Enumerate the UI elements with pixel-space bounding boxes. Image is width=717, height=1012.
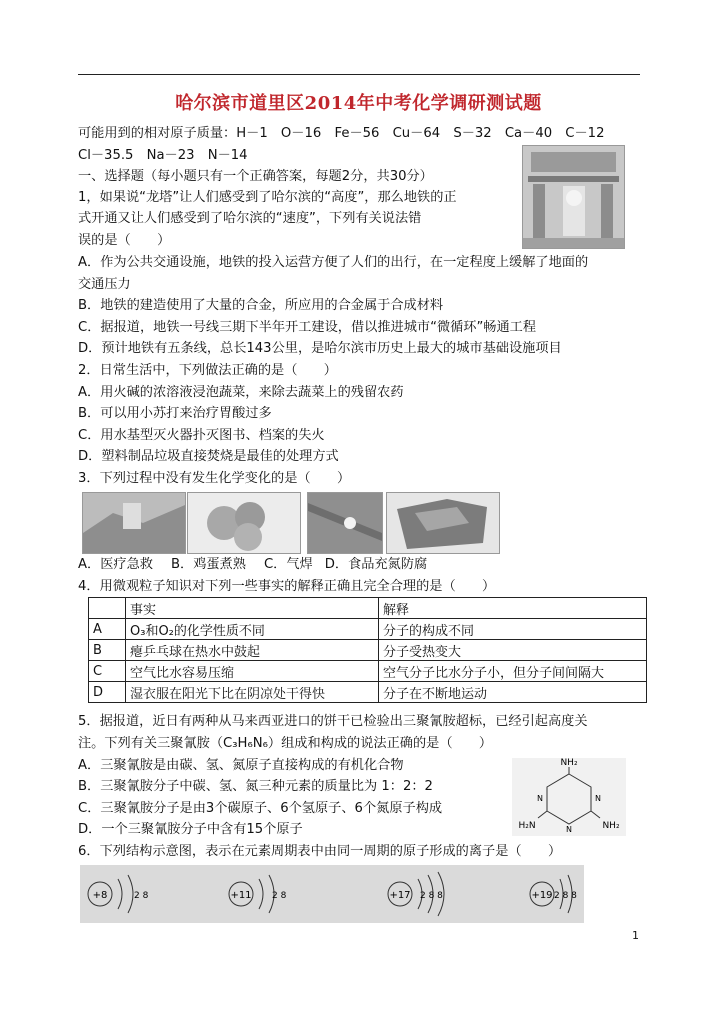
q6-stem: 6．下列结构示意图，表示在元素周期表中由同一周期的原子形成的离子是（ ） bbox=[78, 844, 562, 859]
food-packaging-photo bbox=[386, 492, 500, 554]
ion-nucleus-label: +11 bbox=[230, 890, 252, 901]
q1-option-c: C．据报道，地铁一号线三期下半年开工建设，借以推进城市“微循环”畅通工程 bbox=[78, 320, 537, 335]
food-packaging-illustration bbox=[387, 493, 499, 553]
table-cell: D bbox=[89, 682, 126, 703]
table-cell: 分子受热变大 bbox=[379, 640, 647, 661]
q3-option-c: C．气焊 bbox=[263, 557, 313, 572]
q3-option-a: A．医疗急救 bbox=[78, 557, 153, 572]
amine-right-label: NH₂ bbox=[602, 821, 620, 831]
table-cell: 空气分子比水分子小，但分子间间隔大 bbox=[379, 661, 647, 682]
gas-welding-illustration bbox=[308, 493, 382, 553]
ring-nitrogen-label: N bbox=[537, 794, 543, 803]
q5-line2: 注。下列有关三聚氰胺（C₃H₆N₆）组成和构成的说法正确的是（ ） bbox=[78, 736, 493, 751]
eggs-illustration bbox=[188, 493, 300, 553]
ion-structure-strip bbox=[80, 865, 584, 923]
amine-top-label: NH₂ bbox=[560, 758, 578, 768]
gas-welding-photo bbox=[307, 492, 383, 554]
ion-diagrams-illustration bbox=[80, 865, 584, 923]
header-rule bbox=[78, 74, 640, 75]
table-header-cell: 事实 bbox=[126, 598, 379, 619]
table-row bbox=[89, 661, 647, 682]
q2-option-a: A．用火碱的浓溶液浸泡蔬菜，来除去蔬菜上的残留农药 bbox=[78, 385, 404, 400]
q4-stem: 4．用微观粒子知识对下列一些事实的解释正确且完全合理的是（ ） bbox=[78, 579, 496, 594]
ring-nitrogen-label: N bbox=[566, 825, 572, 834]
q2-option-b: B．可以用小苏打来治疗胃酸过多 bbox=[78, 406, 272, 421]
ion-shell-label: 2 8 8 bbox=[420, 891, 443, 901]
table-row bbox=[89, 682, 647, 703]
eggs-photo bbox=[187, 492, 301, 554]
table-cell: 瘪乒乓球在热水中鼓起 bbox=[126, 640, 379, 661]
ion-shell-label: 2 8 bbox=[134, 891, 149, 901]
table-cell: 空气比水容易压缩 bbox=[126, 661, 379, 682]
ion-shell-label: 2 8 8 bbox=[554, 891, 577, 901]
q5-option-c: C．三聚氰胺分子是由3个碳原子、6个氢原子、6个氮原子构成 bbox=[78, 801, 443, 816]
q5-option-a: A．三聚氰胺是由碳、氢、氮原子直接构成的有机化合物 bbox=[78, 758, 404, 773]
table-header-row bbox=[89, 598, 647, 619]
table-row bbox=[89, 619, 647, 640]
q3-options bbox=[78, 556, 427, 574]
table-cell: O₃和O₂的化学性质不同 bbox=[126, 619, 379, 640]
metro-station-photo bbox=[522, 145, 625, 249]
q5-line1: 5．据报道，近日有两种从马来西亚进口的饼干已检验出三聚氰胺超标，已经引起高度关 bbox=[78, 714, 588, 729]
medical-aid-photo bbox=[82, 492, 186, 554]
melamine-ring-icon bbox=[512, 758, 626, 836]
table-cell: B bbox=[89, 640, 126, 661]
section1-heading: 一、选择题（每小题只有一个正确答案，每题2分，共30分） bbox=[78, 169, 433, 184]
table-header-cell bbox=[89, 598, 126, 619]
table-header-cell: 解释 bbox=[379, 598, 647, 619]
q1-line1: 1，如果说“龙塔”让人们感受到了哈尔滨的“高度”，那么地铁的正 bbox=[78, 190, 457, 205]
q1-option-a-line1: A．作为公共交通设施，地铁的投入运营方便了人们的出行，在一定程度上缓解了地面的 bbox=[78, 255, 589, 270]
medical-aid-illustration bbox=[83, 493, 185, 553]
atomic-masses-line1: 可能用到的相对原子质量：H－1 O－16 Fe－56 Cu－64 S－32 Ca－40 C－12 bbox=[78, 126, 605, 141]
q2-stem: 2．日常生活中，下列做法正确的是（ ） bbox=[78, 363, 337, 378]
table-cell: A bbox=[89, 619, 126, 640]
q1-option-b: B．地铁的建造使用了大量的合金，所应用的合金属于合成材料 bbox=[78, 298, 444, 313]
table-cell: 分子在不断地运动 bbox=[379, 682, 647, 703]
q2-option-d: D．塑料制品垃圾直接焚烧是最佳的处理方式 bbox=[78, 449, 339, 464]
q1-option-d: D．预计地铁有五条线，总长143公里，是哈尔滨市历史上最大的城市基础设施项目 bbox=[78, 341, 562, 356]
ion-nucleus-label: +8 bbox=[92, 890, 108, 901]
q1-option-a-line2: 交通压力 bbox=[78, 277, 131, 292]
ion-nucleus-label: +19 bbox=[531, 890, 553, 901]
q3-option-b: B．鸡蛋煮熟 bbox=[170, 557, 246, 572]
page-title: 哈尔滨市道里区2014年中考化学调研测试题 bbox=[175, 93, 542, 114]
ion-nucleus-label: +17 bbox=[389, 890, 411, 901]
amine-left-label: H₂N bbox=[518, 821, 536, 831]
q3-option-d: D．食品充氮防腐 bbox=[324, 557, 428, 572]
ring-nitrogen-label: N bbox=[595, 794, 601, 803]
table-cell: C bbox=[89, 661, 126, 682]
table-row bbox=[89, 640, 647, 661]
page-number: 1 bbox=[632, 929, 639, 942]
q4-facts-table bbox=[88, 597, 647, 703]
q2-option-c: C．用水基型灭火器扑灭图书、档案的失火 bbox=[78, 428, 325, 443]
ion-shell-label: 2 8 bbox=[272, 891, 287, 901]
q5-option-d: D．一个三聚氰胺分子中含有15个原子 bbox=[78, 822, 303, 837]
table-cell: 分子的构成不同 bbox=[379, 619, 647, 640]
q3-stem: 3．下列过程中没有发生化学变化的是（ ） bbox=[78, 471, 351, 486]
table-cell: 湿衣服在阳光下比在阴凉处干得快 bbox=[126, 682, 379, 703]
q5-option-b: B．三聚氰胺分子中碳、氢、氮三种元素的质量比为 1：2：2 bbox=[78, 779, 433, 794]
melamine-structure bbox=[512, 758, 626, 836]
q1-line2: 式开通又让人们感受到了哈尔滨的“速度”，下列有关说法错 bbox=[78, 211, 422, 226]
metro-station-illustration bbox=[523, 146, 624, 248]
q1-line3: 误的是（ ） bbox=[78, 233, 171, 248]
atomic-masses-line2: Cl－35.5 Na－23 N－14 bbox=[78, 148, 248, 163]
